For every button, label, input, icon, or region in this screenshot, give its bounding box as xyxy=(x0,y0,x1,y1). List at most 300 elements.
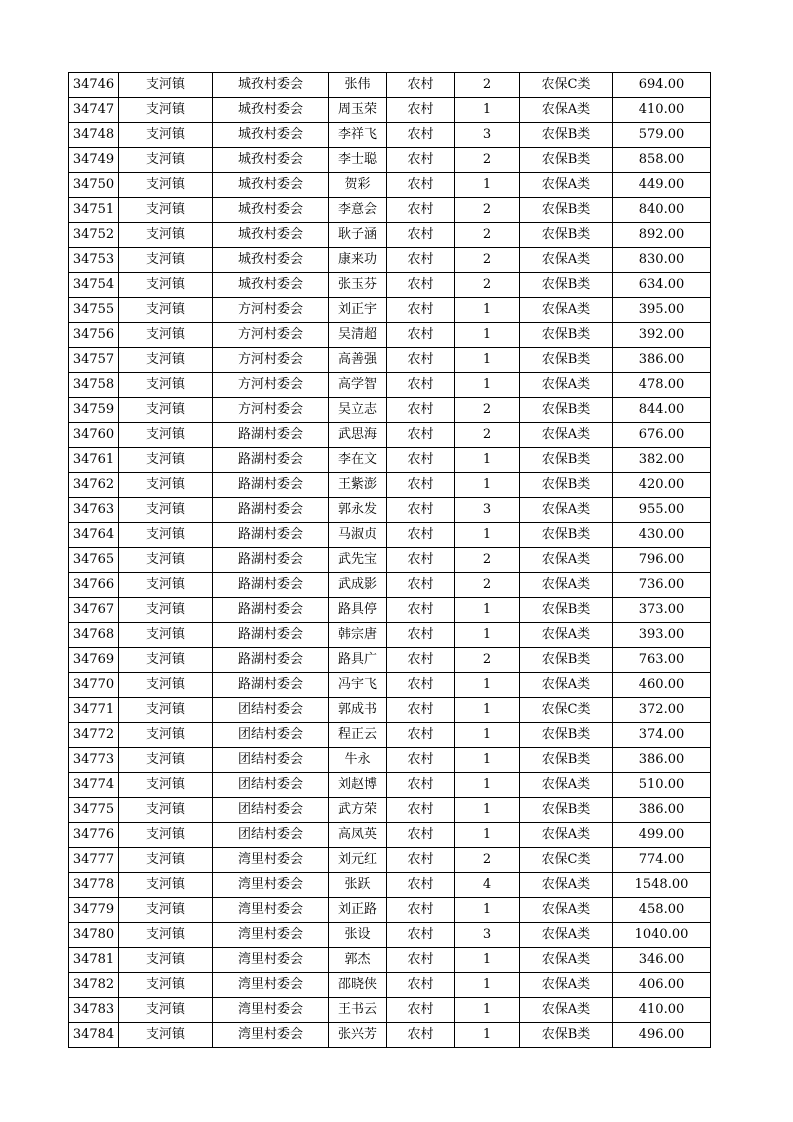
table-row xyxy=(69,98,711,123)
village-cell: 路湖村委会 xyxy=(213,423,329,448)
amount-cell: 579.00 xyxy=(613,123,711,148)
record-id-cell: 34752 xyxy=(69,223,119,248)
name-cell: 周玉荣 xyxy=(329,98,387,123)
category-cell: 农保A类 xyxy=(520,548,613,573)
name-cell: 韩宗唐 xyxy=(329,623,387,648)
amount-cell: 634.00 xyxy=(613,273,711,298)
amount-cell: 395.00 xyxy=(613,298,711,323)
table-row xyxy=(69,173,711,198)
table-row xyxy=(69,198,711,223)
person-count-cell: 2 xyxy=(455,248,520,273)
record-id-cell: 34768 xyxy=(69,623,119,648)
name-cell: 冯宇飞 xyxy=(329,673,387,698)
category-cell: 农保B类 xyxy=(520,798,613,823)
village-cell: 团结村委会 xyxy=(213,773,329,798)
table-row xyxy=(69,498,711,523)
amount-cell: 1548.00 xyxy=(613,873,711,898)
category-cell: 农保C类 xyxy=(520,848,613,873)
household-type-cell: 农村 xyxy=(387,523,455,548)
table-row xyxy=(69,823,711,848)
amount-cell: 460.00 xyxy=(613,673,711,698)
table-row xyxy=(69,448,711,473)
category-cell: 农保A类 xyxy=(520,573,613,598)
record-id-cell: 34762 xyxy=(69,473,119,498)
person-count-cell: 4 xyxy=(455,873,520,898)
table-row xyxy=(69,948,711,973)
table-row xyxy=(69,348,711,373)
village-cell: 路湖村委会 xyxy=(213,523,329,548)
household-type-cell: 农村 xyxy=(387,698,455,723)
record-id-cell: 34756 xyxy=(69,323,119,348)
village-cell: 湾里村委会 xyxy=(213,923,329,948)
village-cell: 城孜村委会 xyxy=(213,98,329,123)
village-cell: 路湖村委会 xyxy=(213,573,329,598)
town-cell: 支河镇 xyxy=(119,873,213,898)
record-id-cell: 34766 xyxy=(69,573,119,598)
table-row xyxy=(69,623,711,648)
table-row xyxy=(69,598,711,623)
household-type-cell: 农村 xyxy=(387,273,455,298)
table-row xyxy=(69,873,711,898)
town-cell: 支河镇 xyxy=(119,673,213,698)
record-id-cell: 34767 xyxy=(69,598,119,623)
town-cell: 支河镇 xyxy=(119,898,213,923)
amount-cell: 796.00 xyxy=(613,548,711,573)
name-cell: 张伟 xyxy=(329,73,387,98)
household-type-cell: 农村 xyxy=(387,123,455,148)
town-cell: 支河镇 xyxy=(119,198,213,223)
person-count-cell: 1 xyxy=(455,323,520,348)
person-count-cell: 1 xyxy=(455,698,520,723)
town-cell: 支河镇 xyxy=(119,823,213,848)
table-row xyxy=(69,373,711,398)
category-cell: 农保B类 xyxy=(520,273,613,298)
village-cell: 团结村委会 xyxy=(213,723,329,748)
person-count-cell: 1 xyxy=(455,373,520,398)
household-type-cell: 农村 xyxy=(387,248,455,273)
amount-cell: 694.00 xyxy=(613,73,711,98)
village-cell: 路湖村委会 xyxy=(213,623,329,648)
category-cell: 农保B类 xyxy=(520,1023,613,1048)
table-row xyxy=(69,973,711,998)
table-row xyxy=(69,698,711,723)
name-cell: 郭永发 xyxy=(329,498,387,523)
town-cell: 支河镇 xyxy=(119,998,213,1023)
name-cell: 牛永 xyxy=(329,748,387,773)
household-type-cell: 农村 xyxy=(387,848,455,873)
village-cell: 路湖村委会 xyxy=(213,673,329,698)
person-count-cell: 2 xyxy=(455,273,520,298)
table-row xyxy=(69,773,711,798)
record-id-cell: 34748 xyxy=(69,123,119,148)
village-cell: 湾里村委会 xyxy=(213,873,329,898)
town-cell: 支河镇 xyxy=(119,698,213,723)
amount-cell: 410.00 xyxy=(613,998,711,1023)
name-cell: 王书云 xyxy=(329,998,387,1023)
household-type-cell: 农村 xyxy=(387,223,455,248)
record-id-cell: 34779 xyxy=(69,898,119,923)
record-id-cell: 34774 xyxy=(69,773,119,798)
household-type-cell: 农村 xyxy=(387,773,455,798)
town-cell: 支河镇 xyxy=(119,423,213,448)
name-cell: 刘正路 xyxy=(329,898,387,923)
village-cell: 城孜村委会 xyxy=(213,223,329,248)
amount-cell: 374.00 xyxy=(613,723,711,748)
household-type-cell: 农村 xyxy=(387,923,455,948)
record-id-cell: 34778 xyxy=(69,873,119,898)
name-cell: 武成影 xyxy=(329,573,387,598)
village-cell: 团结村委会 xyxy=(213,748,329,773)
name-cell: 程正云 xyxy=(329,723,387,748)
name-cell: 郭成书 xyxy=(329,698,387,723)
table-row xyxy=(69,148,711,173)
record-id-cell: 34773 xyxy=(69,748,119,773)
amount-cell: 892.00 xyxy=(613,223,711,248)
name-cell: 张玉芬 xyxy=(329,273,387,298)
amount-cell: 510.00 xyxy=(613,773,711,798)
person-count-cell: 2 xyxy=(455,573,520,598)
record-id-cell: 34765 xyxy=(69,548,119,573)
category-cell: 农保A类 xyxy=(520,873,613,898)
name-cell: 吴清超 xyxy=(329,323,387,348)
person-count-cell: 2 xyxy=(455,423,520,448)
amount-cell: 420.00 xyxy=(613,473,711,498)
category-cell: 农保A类 xyxy=(520,373,613,398)
household-type-cell: 农村 xyxy=(387,748,455,773)
table-row xyxy=(69,423,711,448)
village-cell: 城孜村委会 xyxy=(213,123,329,148)
name-cell: 马淑贞 xyxy=(329,523,387,548)
household-type-cell: 农村 xyxy=(387,348,455,373)
household-type-cell: 农村 xyxy=(387,398,455,423)
category-cell: 农保A类 xyxy=(520,998,613,1023)
name-cell: 刘正宇 xyxy=(329,298,387,323)
amount-cell: 449.00 xyxy=(613,173,711,198)
household-type-cell: 农村 xyxy=(387,723,455,748)
record-id-cell: 34760 xyxy=(69,423,119,448)
table-row xyxy=(69,473,711,498)
name-cell: 刘元红 xyxy=(329,848,387,873)
town-cell: 支河镇 xyxy=(119,123,213,148)
record-id-cell: 34775 xyxy=(69,798,119,823)
village-cell: 城孜村委会 xyxy=(213,198,329,223)
village-cell: 团结村委会 xyxy=(213,698,329,723)
person-count-cell: 1 xyxy=(455,173,520,198)
amount-cell: 840.00 xyxy=(613,198,711,223)
record-id-cell: 34772 xyxy=(69,723,119,748)
record-id-cell: 34783 xyxy=(69,998,119,1023)
village-cell: 方河村委会 xyxy=(213,298,329,323)
name-cell: 张兴芳 xyxy=(329,1023,387,1048)
town-cell: 支河镇 xyxy=(119,373,213,398)
village-cell: 路湖村委会 xyxy=(213,548,329,573)
town-cell: 支河镇 xyxy=(119,223,213,248)
category-cell: 农保B类 xyxy=(520,723,613,748)
name-cell: 邵晓侠 xyxy=(329,973,387,998)
town-cell: 支河镇 xyxy=(119,573,213,598)
amount-cell: 410.00 xyxy=(613,98,711,123)
category-cell: 农保A类 xyxy=(520,973,613,998)
person-count-cell: 1 xyxy=(455,773,520,798)
table-row xyxy=(69,323,711,348)
town-cell: 支河镇 xyxy=(119,973,213,998)
town-cell: 支河镇 xyxy=(119,948,213,973)
amount-cell: 736.00 xyxy=(613,573,711,598)
category-cell: 农保B类 xyxy=(520,473,613,498)
category-cell: 农保A类 xyxy=(520,98,613,123)
person-count-cell: 2 xyxy=(455,73,520,98)
person-count-cell: 2 xyxy=(455,223,520,248)
town-cell: 支河镇 xyxy=(119,173,213,198)
person-count-cell: 1 xyxy=(455,973,520,998)
amount-cell: 1040.00 xyxy=(613,923,711,948)
household-type-cell: 农村 xyxy=(387,473,455,498)
record-id-cell: 34784 xyxy=(69,1023,119,1048)
village-cell: 湾里村委会 xyxy=(213,898,329,923)
amount-cell: 392.00 xyxy=(613,323,711,348)
person-count-cell: 1 xyxy=(455,723,520,748)
category-cell: 农保A类 xyxy=(520,773,613,798)
record-id-cell: 34780 xyxy=(69,923,119,948)
household-type-cell: 农村 xyxy=(387,423,455,448)
name-cell: 耿子涵 xyxy=(329,223,387,248)
person-count-cell: 2 xyxy=(455,848,520,873)
household-type-cell: 农村 xyxy=(387,323,455,348)
town-cell: 支河镇 xyxy=(119,323,213,348)
amount-cell: 372.00 xyxy=(613,698,711,723)
table-row xyxy=(69,998,711,1023)
name-cell: 康来功 xyxy=(329,248,387,273)
town-cell: 支河镇 xyxy=(119,148,213,173)
record-id-cell: 34782 xyxy=(69,973,119,998)
town-cell: 支河镇 xyxy=(119,848,213,873)
person-count-cell: 1 xyxy=(455,298,520,323)
town-cell: 支河镇 xyxy=(119,648,213,673)
person-count-cell: 1 xyxy=(455,898,520,923)
record-id-cell: 34754 xyxy=(69,273,119,298)
table-row xyxy=(69,923,711,948)
village-cell: 路湖村委会 xyxy=(213,498,329,523)
category-cell: 农保A类 xyxy=(520,923,613,948)
town-cell: 支河镇 xyxy=(119,448,213,473)
household-type-cell: 农村 xyxy=(387,648,455,673)
person-count-cell: 3 xyxy=(455,923,520,948)
village-cell: 湾里村委会 xyxy=(213,948,329,973)
relief-roster-table xyxy=(68,72,711,1048)
amount-cell: 774.00 xyxy=(613,848,711,873)
amount-cell: 393.00 xyxy=(613,623,711,648)
household-type-cell: 农村 xyxy=(387,498,455,523)
category-cell: 农保A类 xyxy=(520,298,613,323)
person-count-cell: 1 xyxy=(455,598,520,623)
person-count-cell: 1 xyxy=(455,798,520,823)
amount-cell: 676.00 xyxy=(613,423,711,448)
table-row xyxy=(69,73,711,98)
record-id-cell: 34781 xyxy=(69,948,119,973)
record-id-cell: 34749 xyxy=(69,148,119,173)
amount-cell: 955.00 xyxy=(613,498,711,523)
record-id-cell: 34747 xyxy=(69,98,119,123)
name-cell: 高善强 xyxy=(329,348,387,373)
table-row xyxy=(69,723,711,748)
name-cell: 路具广 xyxy=(329,648,387,673)
amount-cell: 496.00 xyxy=(613,1023,711,1048)
table-row xyxy=(69,573,711,598)
village-cell: 湾里村委会 xyxy=(213,848,329,873)
category-cell: 农保A类 xyxy=(520,423,613,448)
household-type-cell: 农村 xyxy=(387,1023,455,1048)
amount-cell: 382.00 xyxy=(613,448,711,473)
household-type-cell: 农村 xyxy=(387,623,455,648)
amount-cell: 478.00 xyxy=(613,373,711,398)
household-type-cell: 农村 xyxy=(387,798,455,823)
person-count-cell: 1 xyxy=(455,523,520,548)
name-cell: 路具停 xyxy=(329,598,387,623)
person-count-cell: 2 xyxy=(455,648,520,673)
town-cell: 支河镇 xyxy=(119,623,213,648)
amount-cell: 386.00 xyxy=(613,748,711,773)
category-cell: 农保C类 xyxy=(520,698,613,723)
person-count-cell: 1 xyxy=(455,748,520,773)
person-count-cell: 1 xyxy=(455,98,520,123)
village-cell: 城孜村委会 xyxy=(213,173,329,198)
village-cell: 路湖村委会 xyxy=(213,598,329,623)
household-type-cell: 农村 xyxy=(387,73,455,98)
record-id-cell: 34753 xyxy=(69,248,119,273)
category-cell: 农保B类 xyxy=(520,348,613,373)
table-row xyxy=(69,398,711,423)
person-count-cell: 1 xyxy=(455,998,520,1023)
person-count-cell: 1 xyxy=(455,348,520,373)
town-cell: 支河镇 xyxy=(119,398,213,423)
person-count-cell: 1 xyxy=(455,823,520,848)
category-cell: 农保B类 xyxy=(520,748,613,773)
record-id-cell: 34770 xyxy=(69,673,119,698)
table-body xyxy=(69,73,711,1048)
town-cell: 支河镇 xyxy=(119,498,213,523)
household-type-cell: 农村 xyxy=(387,823,455,848)
record-id-cell: 34769 xyxy=(69,648,119,673)
table-row xyxy=(69,273,711,298)
table-row xyxy=(69,673,711,698)
record-id-cell: 34750 xyxy=(69,173,119,198)
name-cell: 王紫澎 xyxy=(329,473,387,498)
name-cell: 武先宝 xyxy=(329,548,387,573)
table-row xyxy=(69,123,711,148)
household-type-cell: 农村 xyxy=(387,148,455,173)
table-row xyxy=(69,648,711,673)
category-cell: 农保B类 xyxy=(520,523,613,548)
record-id-cell: 34746 xyxy=(69,73,119,98)
village-cell: 湾里村委会 xyxy=(213,973,329,998)
name-cell: 高凤英 xyxy=(329,823,387,848)
town-cell: 支河镇 xyxy=(119,298,213,323)
household-type-cell: 农村 xyxy=(387,448,455,473)
town-cell: 支河镇 xyxy=(119,473,213,498)
table-row xyxy=(69,223,711,248)
record-id-cell: 34771 xyxy=(69,698,119,723)
table-row xyxy=(69,848,711,873)
table-row xyxy=(69,748,711,773)
name-cell: 张设 xyxy=(329,923,387,948)
category-cell: 农保B类 xyxy=(520,323,613,348)
table-row xyxy=(69,248,711,273)
name-cell: 高学智 xyxy=(329,373,387,398)
person-count-cell: 1 xyxy=(455,948,520,973)
household-type-cell: 农村 xyxy=(387,573,455,598)
village-cell: 方河村委会 xyxy=(213,373,329,398)
amount-cell: 406.00 xyxy=(613,973,711,998)
category-cell: 农保A类 xyxy=(520,498,613,523)
town-cell: 支河镇 xyxy=(119,548,213,573)
category-cell: 农保C类 xyxy=(520,73,613,98)
name-cell: 吴立志 xyxy=(329,398,387,423)
name-cell: 武方荣 xyxy=(329,798,387,823)
name-cell: 郭杰 xyxy=(329,948,387,973)
amount-cell: 844.00 xyxy=(613,398,711,423)
person-count-cell: 3 xyxy=(455,498,520,523)
town-cell: 支河镇 xyxy=(119,748,213,773)
table-row xyxy=(69,1023,711,1048)
town-cell: 支河镇 xyxy=(119,248,213,273)
person-count-cell: 2 xyxy=(455,398,520,423)
name-cell: 武思海 xyxy=(329,423,387,448)
category-cell: 农保A类 xyxy=(520,623,613,648)
record-id-cell: 34764 xyxy=(69,523,119,548)
town-cell: 支河镇 xyxy=(119,798,213,823)
record-id-cell: 34751 xyxy=(69,198,119,223)
household-type-cell: 农村 xyxy=(387,898,455,923)
household-type-cell: 农村 xyxy=(387,373,455,398)
village-cell: 城孜村委会 xyxy=(213,73,329,98)
amount-cell: 430.00 xyxy=(613,523,711,548)
record-id-cell: 34757 xyxy=(69,348,119,373)
household-type-cell: 农村 xyxy=(387,198,455,223)
village-cell: 湾里村委会 xyxy=(213,998,329,1023)
amount-cell: 386.00 xyxy=(613,348,711,373)
record-id-cell: 34761 xyxy=(69,448,119,473)
town-cell: 支河镇 xyxy=(119,1023,213,1048)
amount-cell: 763.00 xyxy=(613,648,711,673)
category-cell: 农保A类 xyxy=(520,248,613,273)
category-cell: 农保A类 xyxy=(520,823,613,848)
name-cell: 刘赵博 xyxy=(329,773,387,798)
village-cell: 路湖村委会 xyxy=(213,473,329,498)
amount-cell: 830.00 xyxy=(613,248,711,273)
table-row xyxy=(69,298,711,323)
category-cell: 农保B类 xyxy=(520,198,613,223)
town-cell: 支河镇 xyxy=(119,273,213,298)
amount-cell: 458.00 xyxy=(613,898,711,923)
household-type-cell: 农村 xyxy=(387,948,455,973)
household-type-cell: 农村 xyxy=(387,298,455,323)
record-id-cell: 34758 xyxy=(69,373,119,398)
category-cell: 农保B类 xyxy=(520,598,613,623)
category-cell: 农保B类 xyxy=(520,448,613,473)
person-count-cell: 2 xyxy=(455,148,520,173)
village-cell: 团结村委会 xyxy=(213,798,329,823)
household-type-cell: 农村 xyxy=(387,973,455,998)
name-cell: 张跃 xyxy=(329,873,387,898)
village-cell: 方河村委会 xyxy=(213,398,329,423)
record-id-cell: 34776 xyxy=(69,823,119,848)
household-type-cell: 农村 xyxy=(387,598,455,623)
town-cell: 支河镇 xyxy=(119,523,213,548)
household-type-cell: 农村 xyxy=(387,173,455,198)
table-row xyxy=(69,523,711,548)
name-cell: 李在文 xyxy=(329,448,387,473)
category-cell: 农保A类 xyxy=(520,673,613,698)
